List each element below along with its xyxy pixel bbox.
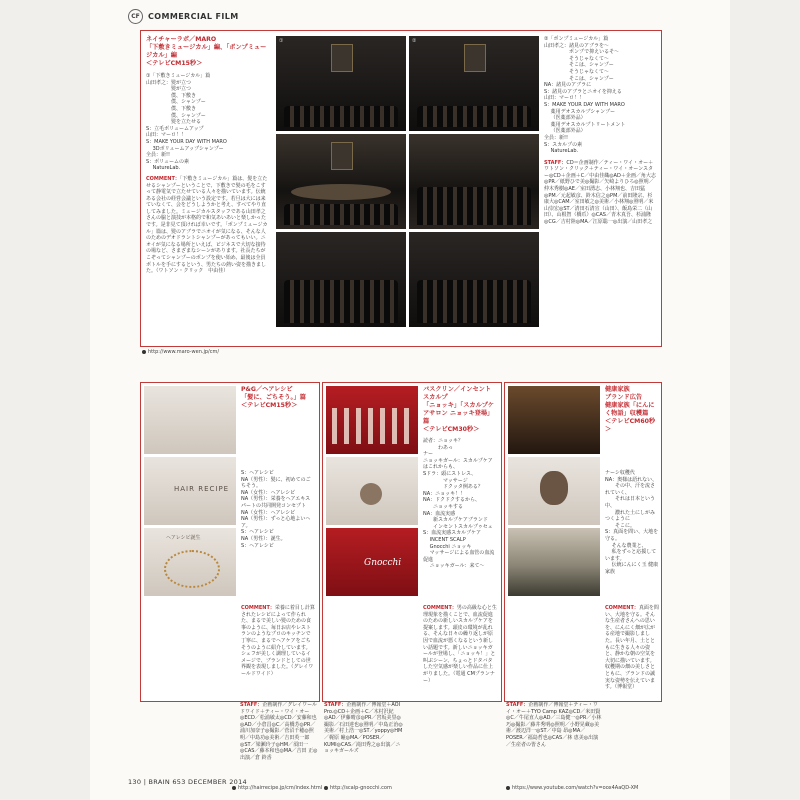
kk-format: ＜テレビCM60秒＞ bbox=[605, 418, 656, 433]
maro-title: ネイチャーラボ／MARO bbox=[146, 36, 217, 43]
kk-script: ナーシ収穫代 NA：奥様は語れない、 その中、汗を流されていく、 それは日本という中、 濃れた土にしがみつくように そこに。 S：真面を問い、大地を守る。 そんな農業と、 私をずっと応援しています。 伝統にんにく玉 健康家族 bbox=[605, 470, 659, 575]
bath-url[interactable]: http://scalp-gnocchi.com bbox=[324, 785, 392, 791]
maro-url[interactable]: http://www.maro-wen.jp/cm/ bbox=[142, 349, 219, 355]
pg-staff-label: STAFF： bbox=[240, 702, 263, 708]
bath-script: 読者：ニョッキ？ わあっ ナー ニョッキガール：スカルプケアはこれからも、 Sドラ：頭にストレス、 マッサージ ドクッタ例ある？ NA：ニョッキ！！ NA：ドクドクするから、 ニョッキする NA：血流実感 新スカルプケアブランド インセントスカルプゥセェ S：血流実感スカルプケア INCENT SCALP Gnocchi ニョッキ マッサージによる血管の血流促進 ニョッキガール：来て～ bbox=[423, 438, 495, 570]
kk-title: 健康家族 bbox=[605, 386, 630, 393]
maro-frame-2a bbox=[409, 36, 539, 131]
page-number: 130 bbox=[128, 778, 142, 786]
maro-frame-2c bbox=[409, 232, 539, 327]
section-header bbox=[128, 9, 239, 24]
kewpie-article bbox=[504, 382, 662, 702]
maro-script-left: ①「下敷きミュージカル」篇 山田孝之：髪が立つ 髪が立つ 僕、下敷き 僕、シャンプー 僕、下敷き 僕、シャンプー 髪を立たせる S：立毛ボリュームアップ 山田：マーロ！！ S：MAKE YOUR DAY WITH MARO 3Dボリュームアップシャンプー 全員：新!! S：ボリュームの素 NatureLab. bbox=[146, 73, 227, 172]
maro-frame-1a bbox=[276, 36, 406, 131]
pg-subtitle: 「髪に、ごちそう。」篇 bbox=[241, 394, 306, 401]
pg-format: ＜テレビCM15秒＞ bbox=[241, 402, 298, 409]
kk-frame-1 bbox=[508, 386, 600, 454]
bath-article bbox=[322, 382, 502, 702]
cf-badge: CF bbox=[128, 9, 143, 24]
pg-url[interactable]: http://hairrecipe.jp/cm/index.html bbox=[232, 785, 322, 791]
pg-hair-recipe-logo: HAIR RECIPE bbox=[174, 485, 230, 493]
bath-staff-label: STAFF： bbox=[324, 702, 347, 708]
pg-product-caption: ヘアレシピ誕生 bbox=[166, 535, 201, 541]
pg-comment-label: COMMENT： bbox=[241, 605, 275, 611]
pg-frame-1 bbox=[144, 386, 236, 454]
kk-comment-label: COMMENT： bbox=[605, 605, 639, 611]
pg-staff: 企画制作／グレイワールドワイド＋ティー・ワイ・オー◎ECD／松浦敏太◎CD／安藤和也◎AD／小倉昌◎C／高橋芳◎PR／浦川加奈子◎撮影／菅沼千穂◎照明／中島功◎美術／吉田英一郎◎ST／梁瀬玲子◎HM／須田一◎CAS／藤本和也◎MA／吉田 正◎出演／倉 鈴香 bbox=[240, 702, 318, 761]
kk-frame-3 bbox=[508, 528, 600, 596]
maro-staff-label: STAFF： bbox=[544, 159, 567, 166]
bath-frame-3 bbox=[326, 528, 418, 596]
pg-article bbox=[140, 382, 320, 702]
maro-frame-1b bbox=[276, 134, 406, 229]
pg-frame-3 bbox=[144, 528, 236, 596]
kk-subtitle2: 健康家族「にんにく物語」収穫篇 bbox=[605, 402, 655, 417]
maro-comment: 「下敷きミュージカル」篇は、髪を立たせるシャンプーということで、下敷きで髪の毛をこすって静電気で立たせている人々を描いています。伝統ある会社の経営会議という設定です。若旦は大には来ていなくて、会をどうしようかと考え、すべてやり直してみました。ミュージカルスタッフである山田孝之さんの脇と演技が本格的で和気あいあいと楽しかったです。是非見て頂ければ幸いです。「ポンプミュージカル」篇は、髪のアブラでニオイが気になる、そんな人のためのデオドラントシャンプーがあってもいい。ニオイが気になる場所といえば、ビジネスで大切な接待の場など、さまざまなシーンがあります。社長たちがこぞってシャンプーのポンプを使い始め、最後は全員ボトルを手にするという、男たちの熱い姿を描きました。（ワトソン・クリック 中由佳） bbox=[146, 175, 268, 275]
bath-comment: 男の高級な心と生理現象を描くことで、血流促進のための新しいスカルプケアを提案します。頭皮の環境が乱れる、そんな日々の繰り返しが原因で血流が悪くなるという新しい話題です。新しいニョッキガールが登場し、「ニョッキ！」と叫ぶシーン、ちょっとドタバタした空気感が楽しい作品に仕上がりました。（電通 CMプランナー） bbox=[423, 605, 497, 684]
pg-script: S：ヘアレシピ NA（男性）：髪に、初めてのごちそう。 NA（女性）：ヘアレシピ NA（男性）：栄養をヘアエキスパートの共同開発コンセプト NA（女性）：ヘアレシピ NA（男性）：ずっと心地よいヘア。 S：ヘアレシピ NA（男性）：誕生。 S：ヘアレシピ bbox=[241, 470, 311, 549]
maro-frame-2b bbox=[409, 134, 539, 229]
maro-frame-1c bbox=[276, 232, 406, 327]
bath-subtitle: 「ニョッキ」「スカルプケアサロン ニョッキ登場」篇 bbox=[423, 402, 494, 425]
pg-comment: 栄養に着目し計算されたレシピによって作られた、まるで美しい髪のための食事のように、毎日お店やレストランのようなプロのキッチンで丁寧に、まるでヘアケアをごちそうのように紹介しています。シェフが美しく調理しているイメージで、ブランドとしての世界観を表現しました。（グレイワールドワイド） bbox=[241, 605, 315, 677]
section-title: COMMERCIAL FILM bbox=[148, 12, 239, 21]
bath-frame-1 bbox=[326, 386, 418, 454]
maro-staff: CD＝企画制作／ティー・ワイ・オー＋ワトソン・クリック＋ティー・ワイ・オーンスター◎CD＋企画＋C／中由佳織◎AD＋企画／角大志◎PR／紙野ひで美◎撮影／矢崎よりひろ◎照明／仲木秀樹◎AE／室田湧志、小林翔也、吉田猛◎PM／元起敏彦、鈴木信之◎PM／前田隆宗、杉康大◎CAM／室田敏之◎美術／小林翔◎照明／米山崇宏◎ST／清田石清宣（山田）、飯島栄二（山田）、山根智（橋爪）◎CAS／青木真吾、杉浦隆◎CG／吉村陸◎MA／江原聡一◎出演／山田孝之 bbox=[544, 159, 656, 226]
frame-number-1: ① bbox=[279, 38, 284, 44]
kk-comment: 真面を問い、大地を守る。そんな生産者さんへの思いを、にんにく畑が広がる産地で撮影しました。長い年月、土とともに生きる人々の姿と、静かな朝の空気を大切に描いています。収穫期の畑の美しさとともに、ブランドの誠実な姿勢を伝えています。（博報堂） bbox=[605, 605, 659, 691]
maro-article bbox=[140, 30, 662, 347]
maro-script-right: ②「ポンプミュージカル」篇 山田孝之：諸見のアブラを～ ポンプで抑えいるそ～ そうじゃなくて～ そこは、シャンプー そうじゃなくて～ そこは、シャンプー NA：諸見のアブラに S：諸見のアブラとニオイを抑える 山田：マーロ！！ S：MAKE YOUR DAY WITH MARO 薬用デオスカルプシャンプー （医薬部外品） 薬用デオスカルプトリートメント （医薬部外品） 全員：新!! S：スカルプの素 NatureLab. bbox=[544, 36, 626, 155]
kk-staff: 企画制作／博報堂＋ティー・ワイ・オー＋TYO Camp KAZ◎CD／米田賢◎C／牛尾直人◎AD／三島健一◎PR／小林 巧◎撮影／藤井秀明◎照明／小野晃蔵◎美術／渡辺洋一◎ST／中島 昂◎MA／POSER／福島哲也◎CAS／林 恵美◎出演／生産者の皆さん bbox=[506, 702, 602, 748]
frame-number-2: ② bbox=[412, 38, 417, 44]
bath-gnocchi-logo: Gnocchi bbox=[364, 558, 402, 568]
kk-url[interactable]: https://www.youtube.com/watch?v=oox4AaQD-XM bbox=[506, 785, 638, 791]
pg-frame-2 bbox=[144, 457, 236, 525]
bath-format: ＜テレビCM30秒＞ bbox=[423, 426, 480, 433]
maro-format: ＜テレビCM15秒＞ bbox=[146, 60, 203, 67]
pg-title: P&G／ヘアレシピ bbox=[241, 386, 293, 393]
maro-comment-label: COMMENT： bbox=[146, 175, 180, 182]
bath-frame-2 bbox=[326, 457, 418, 525]
maro-subtitle: 「下敷きミュージカル」編、「ポンプミュージカル」編 bbox=[146, 44, 267, 59]
kk-subtitle: ブランド広告 bbox=[605, 394, 643, 401]
bath-title: バスクリン／インセントスカルプ bbox=[423, 386, 492, 401]
kk-staff-label: STAFF： bbox=[506, 702, 529, 708]
page-footer: 130 | BRAIN 653 DECEMBER 2014 bbox=[128, 778, 247, 786]
bath-staff: 企画制作／博報堂＋AOI Pro.◎CD＋企画＋C／木村沢紀◎AD／伊藤晴彦◎PR／宮坂美里◎撮影／石田達也◎照明／中島正治◎美術／村上浩一◎ST／yoppy◎HM／梶原 瞳◎MA／POSER／KUMI◎CAS／滝田秀之◎出演／ニョッキガールズ bbox=[324, 702, 403, 755]
magazine-issue: BRAIN 653 DECEMBER 2014 bbox=[148, 778, 247, 786]
bath-comment-label: COMMENT： bbox=[423, 605, 457, 611]
kk-frame-2 bbox=[508, 457, 600, 525]
